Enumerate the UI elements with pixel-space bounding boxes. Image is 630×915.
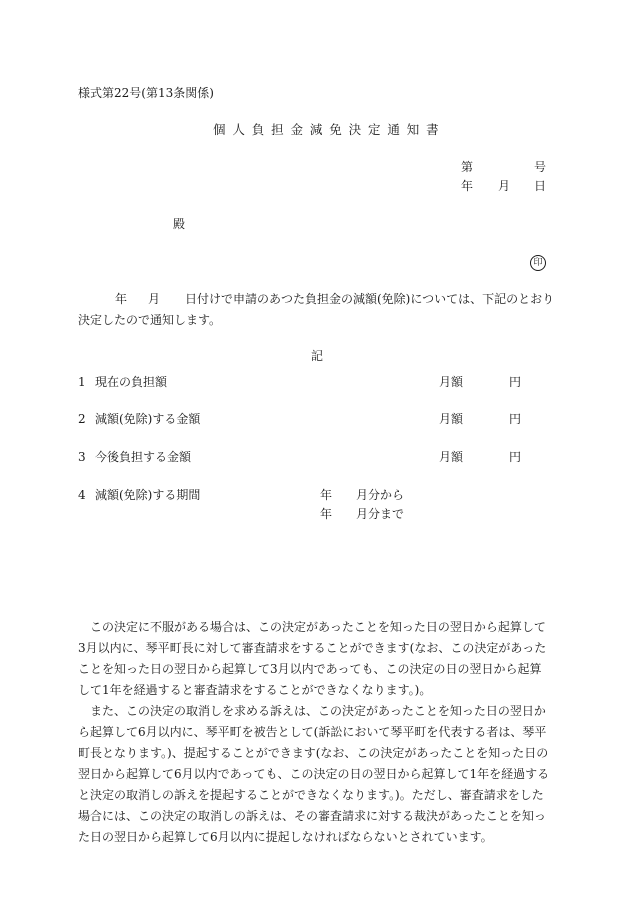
appeal-notice xyxy=(78,617,552,848)
period-start-year: 年 xyxy=(320,488,333,502)
item-label: 現在の負担額 xyxy=(95,375,168,389)
ki-heading: 記 xyxy=(311,349,324,363)
item-unit: 月額 xyxy=(439,450,464,464)
form-label: 様式第22号(第13条関係) xyxy=(78,86,214,100)
item-number: 3 xyxy=(78,450,86,464)
item-yen: 円 xyxy=(509,412,522,426)
seal-mark: 印 xyxy=(530,255,546,271)
number-prefix: 第 xyxy=(461,160,474,174)
item-label: 減額(免除)する金額 xyxy=(95,412,201,426)
intro-year: 年 xyxy=(115,292,128,306)
date-day: 日 xyxy=(534,179,547,193)
intro-text-line2: 決定したので通知します。 xyxy=(78,313,222,327)
number-suffix: 号 xyxy=(534,160,547,174)
date-year: 年 xyxy=(461,179,474,193)
document-title: 個人負担金減免決定通知書 xyxy=(213,122,446,137)
item-unit: 月額 xyxy=(439,412,464,426)
date-month: 月 xyxy=(498,179,511,193)
appeal-paragraph-2: また、この決定の取消しを求める訴えは、この決定があったことを知った日の翌日から起算して6月以内に、琴平町を被告として(訴訟において琴平町を代表する者は、琴平町長となります。)、提起することができます(なお、この決定があったことを知った日の翌日から起算して6月以内であっても、この決定の日の翌日から起算して1年を経過すると決定の取消しの訴えを提起することができなくなります。)。ただし、審査請求をした場合には、この決定の取消しの訴えは、その審査請求に対する裁決があったことを知った日の翌日から起算して6月以内に提起しなければならないとされています。 xyxy=(78,704,550,844)
item-number: 2 xyxy=(78,412,86,426)
period-end-year: 年 xyxy=(320,507,333,521)
item-number: 1 xyxy=(78,375,86,389)
period-end-month: 月分まで xyxy=(356,507,405,521)
period-number: 4 xyxy=(78,488,86,502)
period-start-month: 月分から xyxy=(356,488,405,502)
period-label: 減額(免除)する期間 xyxy=(95,488,201,502)
item-yen: 円 xyxy=(509,450,522,464)
item-label: 今後負担する金額 xyxy=(95,450,192,464)
addressee-suffix: 殿 xyxy=(173,217,186,231)
intro-text-line1: 日付けで申請のあつた負担金の減額(免除)については、下記のとおり xyxy=(185,292,555,306)
item-unit: 月額 xyxy=(439,375,464,389)
item-yen: 円 xyxy=(509,375,522,389)
appeal-paragraph-1: この決定に不服がある場合は、この決定があったことを知った日の翌日から起算して3月以内に、琴平町長に対して審査請求をすることができます(なお、この決定があったことを知った日の翌日から起算して3月以内であっても、この決定の日の翌日から起算して1年を経過すると審査請求をすることができなくなります。)。 xyxy=(78,620,547,697)
intro-month: 月 xyxy=(148,292,161,306)
